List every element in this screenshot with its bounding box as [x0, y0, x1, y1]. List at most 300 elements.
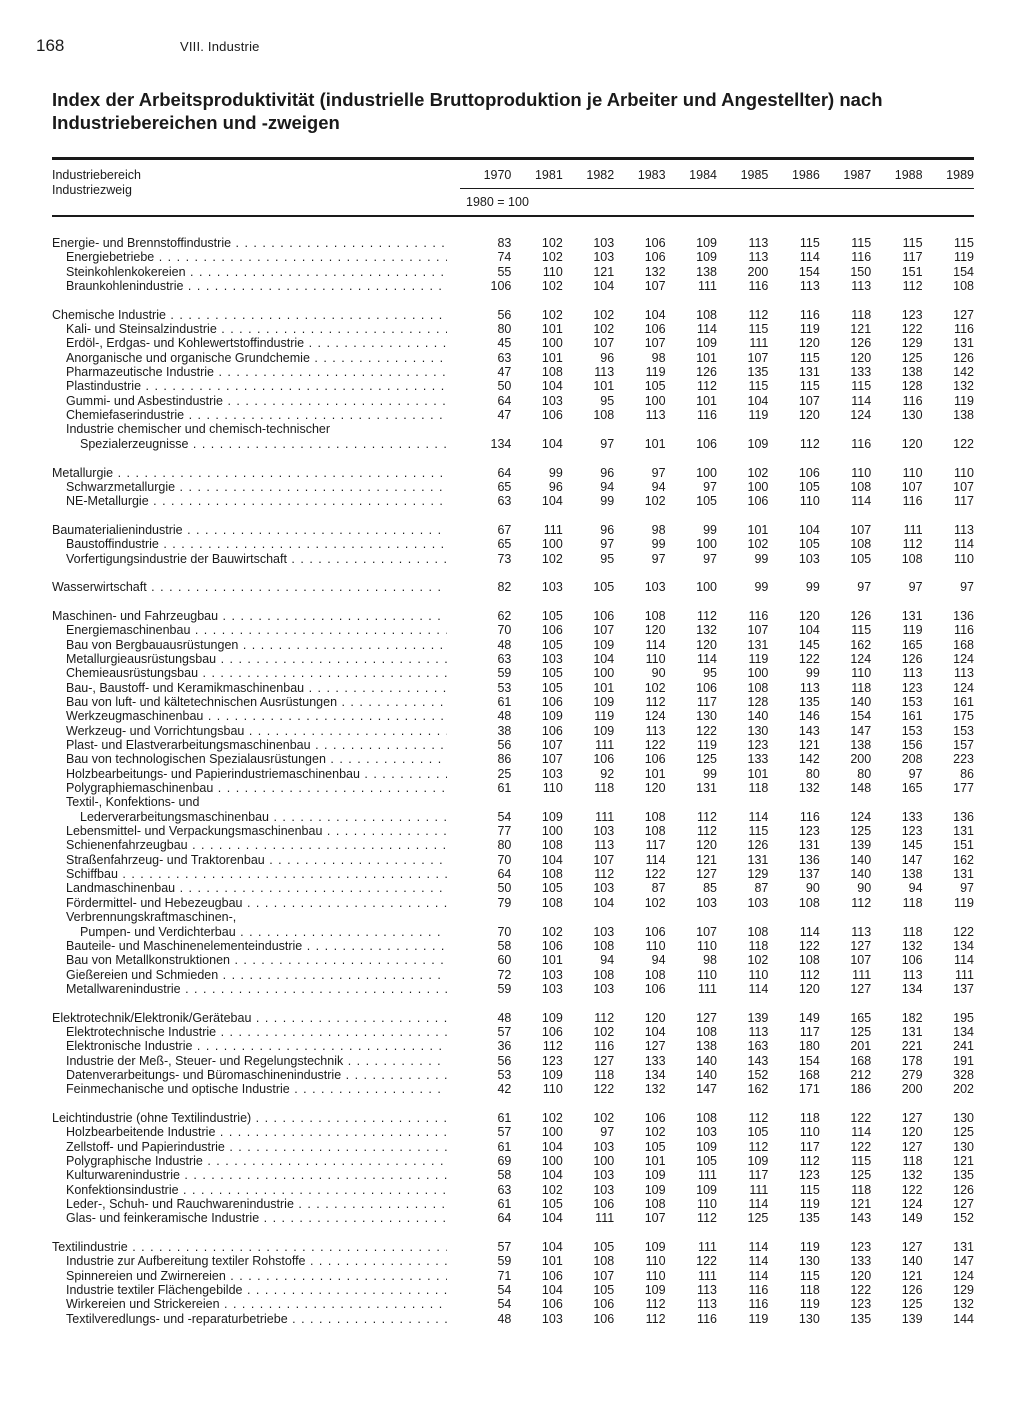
cell-1982: 111: [595, 1211, 615, 1226]
industry-branch-label: Datenverarbeitungs- und Büromaschinenindustrie . . .: [66, 1068, 447, 1082]
cell-1983: 101: [644, 1154, 666, 1168]
cell-1987: 105: [850, 551, 872, 566]
cell-1986: 119: [799, 322, 820, 337]
cell-1981: 100: [541, 824, 563, 839]
cell-1989: 121: [953, 1154, 974, 1168]
cell-1982: 101: [593, 680, 615, 695]
cell-1981: 110: [542, 781, 563, 796]
cell-1970: 71: [497, 1268, 512, 1283]
cell-1981: 103: [541, 393, 563, 408]
cell-1985: 131: [747, 637, 769, 652]
cell-1982: 105: [593, 1240, 615, 1255]
cell-1989: 124: [953, 651, 974, 666]
table-row: [52, 609, 974, 623]
cell-1987: 107: [850, 522, 872, 537]
cell-1987: 108: [850, 479, 872, 494]
cell-1985: 100: [747, 666, 769, 681]
industry-area-label: Textilindustrie . . .: [52, 1240, 447, 1254]
cell-1983: 122: [644, 738, 666, 753]
page-number: 168: [36, 36, 65, 55]
industry-branch-label: Plast- und Elastverarbeitungsmaschinenbau . . .: [66, 738, 447, 752]
cell-1981: 104: [541, 494, 563, 509]
row-spacer: [52, 509, 974, 523]
cell-1986: 130: [798, 1311, 820, 1326]
cell-1987: 150: [850, 264, 872, 279]
cell-1970: 70: [497, 924, 512, 939]
industry-branch-label: Polygraphiemaschinenbau . . .: [66, 781, 447, 795]
table-row: [52, 867, 974, 881]
cell-1987: 124: [850, 408, 872, 423]
cell-1983: 102: [644, 895, 666, 910]
cell-1984: 111: [697, 1168, 717, 1183]
cell-1984: 116: [697, 408, 717, 423]
row-spacer: [52, 566, 974, 580]
cell-1983: 107: [644, 336, 666, 351]
cell-1970: 42: [497, 1082, 512, 1097]
cell-1970: 72: [497, 967, 512, 982]
year-header-1982: 1982: [586, 168, 615, 182]
cell-1983: 101: [644, 766, 666, 781]
cell-1989: 168: [953, 637, 974, 652]
cell-1987: 90: [857, 881, 872, 896]
cell-1984: 121: [696, 852, 717, 867]
cell-1988: 279: [901, 1067, 923, 1082]
cell-1987: 107: [850, 953, 872, 968]
cell-1986: 110: [799, 494, 820, 509]
cell-1987: 110: [851, 465, 872, 480]
industry-branch-label: Holzbearbeitungs- und Papierindustriemaschinenbau . . .: [66, 767, 447, 781]
table-row: [52, 638, 974, 652]
cell-1986: 145: [798, 637, 820, 652]
cell-1986: 137: [798, 867, 820, 882]
cell-1982: 108: [593, 967, 615, 982]
cell-1982: 103: [593, 924, 615, 939]
table-row: [52, 666, 974, 680]
cell-1987: 80: [857, 766, 872, 781]
industry-branch-label: Industrie textiler Flächengebilde . . .: [66, 1283, 447, 1297]
cell-1988: 149: [901, 1211, 923, 1226]
cell-1986: 80: [805, 766, 820, 781]
cell-1986: 105: [798, 537, 820, 552]
cell-1983: 127: [644, 1039, 666, 1054]
cell-1982: 105: [593, 1283, 615, 1298]
cell-1988: 126: [901, 651, 923, 666]
cell-1970: 63: [497, 494, 512, 509]
table-row: [52, 910, 974, 924]
cell-1981: 105: [541, 608, 563, 623]
cell-1984: 138: [696, 1039, 717, 1054]
cell-1981: 110: [542, 264, 563, 279]
cell-1989: 97: [960, 881, 974, 896]
cell-1982: 102: [593, 322, 615, 337]
cell-1987: 127: [850, 981, 872, 996]
cell-1970: 48: [497, 709, 512, 724]
industry-branch-label: Elektrotechnische Industrie . . .: [66, 1025, 447, 1039]
cell-1986: 135: [798, 1211, 820, 1226]
cell-1984: 127: [696, 867, 717, 882]
cell-1981: 103: [541, 981, 563, 996]
cell-1989: 97: [960, 580, 974, 595]
industry-branch-label: Metallwarenindustrie . . .: [66, 982, 447, 996]
cell-1984: 117: [697, 695, 717, 709]
cell-1986: 115: [799, 1182, 820, 1197]
cell-1985: 101: [747, 522, 769, 537]
cell-1987: 123: [850, 1297, 872, 1312]
industry-branch-label: Verbrennungskraftmaschinen-,: [66, 910, 237, 925]
cell-1988: 125: [901, 1297, 923, 1312]
cell-1983: 112: [645, 1311, 666, 1326]
cell-1983: 109: [644, 1283, 666, 1298]
cell-1982: 105: [593, 580, 615, 595]
cell-1986: 154: [798, 1053, 820, 1068]
row-spacer: [52, 451, 974, 465]
cell-1986: 168: [798, 1067, 820, 1082]
cell-1981: 108: [541, 867, 563, 882]
cell-1984: 100: [696, 580, 717, 595]
cell-1983: 100: [644, 393, 666, 408]
cell-1987: 212: [850, 1067, 872, 1082]
cell-1987: 124: [850, 651, 872, 666]
cell-1988: 133: [901, 809, 923, 824]
cell-1989: 111: [954, 967, 974, 982]
cell-1987: 147: [850, 723, 872, 738]
cell-1983: 109: [644, 1168, 666, 1183]
cell-1981: 102: [541, 279, 563, 294]
cell-1989: 177: [953, 781, 974, 796]
cell-1989: 153: [953, 723, 974, 738]
cell-1987: 125: [850, 1024, 872, 1039]
cell-1970: 54: [497, 1297, 512, 1312]
industry-branch-label: Fördermittel- und Hebezeugbau . . .: [66, 896, 447, 910]
cell-1984: 120: [696, 637, 717, 652]
cell-1988: 120: [901, 436, 923, 451]
industry-branch-label: Schwarzmetallurgie . . .: [66, 480, 447, 494]
cell-1989: 108: [953, 279, 974, 294]
cell-1989: 151: [953, 838, 974, 853]
cell-1984: 108: [696, 1110, 717, 1125]
cell-1983: 119: [645, 365, 666, 380]
industry-branch-label: Baustoffindustrie . . .: [66, 537, 447, 551]
cell-1982: 96: [600, 350, 615, 365]
cell-1986: 90: [805, 881, 820, 896]
cell-1985: 102: [747, 953, 769, 968]
cell-1981: 105: [541, 637, 563, 652]
table-row: [52, 623, 974, 637]
table-row: [52, 1197, 974, 1211]
cell-1983: 108: [644, 967, 666, 982]
cell-1985: 162: [747, 1082, 769, 1097]
cell-1982: 97: [600, 1125, 615, 1140]
cell-1984: 110: [697, 938, 717, 953]
cell-1982: 109: [593, 637, 615, 652]
cell-1986: 105: [798, 479, 820, 494]
cell-1987: 165: [850, 1010, 872, 1025]
cell-1983: 106: [644, 752, 666, 767]
cell-1982: 96: [600, 465, 615, 480]
cell-1986: 103: [798, 551, 820, 566]
cell-1985: 87: [754, 881, 769, 896]
cell-1981: 106: [541, 1024, 563, 1039]
cell-1985: 99: [754, 580, 769, 595]
cell-1989: 122: [953, 436, 974, 451]
cell-1981: 102: [541, 924, 563, 939]
cell-1981: 100: [541, 1154, 563, 1168]
cell-1970: 47: [497, 408, 512, 423]
cell-1981: 105: [541, 1197, 563, 1212]
cell-1984: 101: [696, 393, 717, 408]
base-year-note: 1980 = 100: [466, 195, 529, 209]
cell-1987: 118: [851, 1182, 872, 1197]
industry-branch-label: Metallurgieausrüstungsbau . . .: [66, 652, 447, 666]
cell-1984: 112: [697, 824, 717, 839]
industry-branch-label: Glas- und feinkeramische Industrie . . .: [66, 1211, 447, 1225]
cell-1988: 127: [901, 1110, 923, 1125]
cell-1981: 104: [541, 379, 563, 394]
cell-1988: 124: [901, 1197, 923, 1212]
table-row: [52, 1269, 974, 1283]
industry-branch-label: Textilveredlungs- und -reparaturbetriebe . . .: [66, 1312, 447, 1326]
cell-1982: 113: [594, 365, 615, 380]
cell-1986: 135: [798, 695, 820, 709]
table-row: [52, 738, 974, 752]
table-row: [52, 394, 974, 408]
cell-1989: 119: [954, 250, 974, 265]
cell-1970: 106: [490, 279, 512, 294]
cell-1981: 106: [541, 695, 563, 709]
cell-1986: 131: [798, 838, 820, 853]
industry-area-label: Metallurgie . . .: [52, 466, 447, 480]
cell-1984: 113: [697, 1297, 717, 1312]
table-row: [52, 695, 974, 709]
table-row: [52, 1011, 974, 1025]
cell-1984: 114: [697, 322, 717, 337]
cell-1987: 115: [851, 379, 872, 394]
label-header-area: Industriebereich: [52, 168, 141, 182]
cell-1989: 114: [954, 953, 974, 968]
cell-1982: 97: [600, 537, 615, 552]
table-row: [52, 480, 974, 494]
cell-1989: 124: [953, 680, 974, 695]
cell-1970: 63: [497, 1182, 512, 1197]
cell-1988: 145: [901, 838, 923, 853]
industry-area-label: Leichtindustrie (ohne Textilindustrie) . . .: [52, 1111, 447, 1125]
cell-1984: 100: [696, 465, 717, 480]
cell-1987: 121: [850, 322, 872, 337]
cell-1989: 157: [953, 738, 974, 753]
cell-1985: 119: [748, 1311, 769, 1326]
cell-1988: 200: [901, 1082, 923, 1097]
cell-1987: 97: [857, 580, 872, 595]
industry-branch-label: Industrie zur Aufbereitung textiler Rohstoffe . . .: [66, 1254, 447, 1268]
industry-branch-label: Zellstoff- und Papierindustrie . . .: [66, 1140, 447, 1154]
cell-1988: 112: [902, 537, 923, 552]
cell-1988: 161: [901, 709, 923, 724]
cell-1970: 48: [497, 637, 512, 652]
cell-1982: 108: [593, 1254, 615, 1269]
cell-1985: 107: [747, 623, 769, 638]
cell-1983: 106: [644, 1110, 666, 1125]
industry-branch-label: Lederverarbeitungsmaschinenbau . . .: [80, 810, 447, 824]
cell-1981: 103: [541, 766, 563, 781]
cell-1989: 131: [953, 867, 974, 882]
cell-1987: 122: [850, 1110, 872, 1125]
cell-1985: 133: [747, 752, 769, 767]
cell-1985: 100: [747, 479, 769, 494]
cell-1986: 118: [799, 1283, 820, 1298]
cell-1982: 104: [593, 895, 615, 910]
industry-branch-label: Pumpen- und Verdichterbau . . .: [80, 925, 447, 939]
cell-1983: 120: [644, 781, 666, 796]
cell-1986: 132: [798, 781, 820, 796]
cell-1982: 109: [593, 723, 615, 738]
cell-1987: 140: [850, 867, 872, 882]
cell-1970: 79: [497, 895, 512, 910]
cell-1982: 102: [593, 307, 615, 322]
cell-1970: 61: [497, 1110, 512, 1125]
cell-1984: 99: [703, 522, 717, 537]
cell-1986: 171: [798, 1082, 820, 1097]
cell-1984: 106: [696, 436, 717, 451]
industry-branch-label: Pharmazeutische Industrie . . .: [66, 365, 447, 379]
cell-1985: 152: [747, 1067, 769, 1082]
cell-1987: 115: [851, 623, 872, 638]
cell-1984: 138: [696, 264, 717, 279]
cell-1986: 112: [799, 436, 820, 451]
table-row: [52, 968, 974, 982]
cell-1985: 116: [748, 279, 769, 294]
cell-1987: 120: [850, 350, 872, 365]
cell-1988: 208: [901, 752, 923, 767]
cell-1987: 140: [850, 695, 872, 709]
cell-1985: 130: [747, 723, 769, 738]
cell-1970: 57: [497, 1024, 512, 1039]
cell-1987: 124: [850, 809, 872, 824]
cell-1986: 113: [799, 680, 820, 695]
data-table-body: [52, 236, 974, 1326]
cell-1984: 114: [697, 651, 717, 666]
industry-area-label: Maschinen- und Fahrzeugbau . . .: [52, 609, 447, 623]
cell-1981: 111: [543, 522, 563, 537]
cell-1987: 139: [850, 838, 872, 853]
cell-1982: 101: [593, 379, 615, 394]
cell-1989: 113: [954, 666, 974, 681]
cell-1986: 104: [798, 522, 820, 537]
cell-1985: 115: [748, 824, 769, 839]
year-header-1970: 1970: [483, 168, 512, 182]
table-row: [52, 1140, 974, 1154]
cell-1984: 109: [696, 250, 717, 265]
cell-1970: 70: [497, 852, 512, 867]
cell-1982: 108: [593, 408, 615, 423]
cell-1984: 109: [696, 1139, 717, 1154]
cell-1988: 132: [901, 938, 923, 953]
cell-1989: 116: [954, 623, 974, 638]
cell-1984: 112: [697, 379, 717, 394]
cell-1982: 103: [593, 1182, 615, 1197]
cell-1987: 133: [850, 365, 872, 380]
cell-1987: 168: [850, 1053, 872, 1068]
cell-1985: 106: [747, 494, 769, 509]
cell-1986: 99: [805, 666, 820, 681]
table-row: [52, 1125, 974, 1139]
cell-1989: 126: [953, 350, 974, 365]
cell-1987: 126: [850, 336, 872, 351]
table-header-rule: [52, 215, 974, 217]
cell-1987: 154: [850, 709, 872, 724]
cell-1982: 127: [593, 1053, 615, 1068]
cell-1985: 108: [747, 924, 769, 939]
cell-1988: 115: [902, 236, 923, 250]
cell-1989: 202: [953, 1082, 974, 1097]
industry-branch-label: Steinkohlenkokereien . . .: [66, 265, 447, 279]
cell-1986: 99: [805, 580, 820, 595]
cell-1984: 110: [697, 967, 717, 982]
cell-1987: 114: [851, 1125, 872, 1140]
cell-1988: 127: [901, 1240, 923, 1255]
year-header-1988: 1988: [894, 168, 923, 182]
cell-1986: 119: [799, 1240, 820, 1255]
cell-1983: 114: [645, 852, 666, 867]
cell-1985: 114: [748, 809, 769, 824]
cell-1986: 115: [799, 379, 820, 394]
cell-1985: 109: [747, 436, 769, 451]
cell-1989: 126: [953, 1182, 974, 1197]
cell-1970: 73: [497, 551, 512, 566]
cell-1988: 108: [901, 551, 923, 566]
table-row: [52, 953, 974, 967]
cell-1983: 120: [644, 1010, 666, 1025]
cell-1988: 165: [901, 781, 923, 796]
cell-1985: 111: [749, 336, 769, 351]
cell-1989: 142: [953, 365, 974, 380]
cell-1989: 107: [953, 479, 974, 494]
cell-1987: 123: [850, 1240, 872, 1255]
cell-1984: 130: [696, 709, 717, 724]
cell-1988: 147: [901, 852, 923, 867]
cell-1986: 154: [798, 264, 820, 279]
table-row: [52, 422, 974, 436]
cell-1981: 100: [541, 537, 563, 552]
cell-1988: 221: [901, 1039, 923, 1054]
cell-1970: 48: [497, 1311, 512, 1326]
cell-1985: 119: [748, 651, 769, 666]
cell-1981: 108: [541, 895, 563, 910]
cell-1985: 200: [747, 264, 769, 279]
cell-1986: 116: [799, 809, 820, 824]
cell-1985: 114: [748, 1254, 769, 1269]
table-row: [52, 336, 974, 350]
cell-1985: 107: [747, 350, 769, 365]
industry-branch-label: Leder-, Schuh- und Rauchwarenindustrie . . .: [66, 1197, 447, 1211]
table-row: [52, 1154, 974, 1168]
cell-1984: 109: [696, 236, 717, 250]
cell-1983: 114: [645, 637, 666, 652]
cell-1986: 115: [799, 350, 820, 365]
industry-branch-label: Lebensmittel- und Verpackungsmaschinenbau . . .: [66, 824, 447, 838]
table-row: [52, 838, 974, 852]
cell-1989: 195: [953, 1010, 974, 1025]
cell-1988: 130: [901, 408, 923, 423]
cell-1984: 85: [703, 881, 717, 896]
cell-1982: 103: [593, 1168, 615, 1183]
table-row: [52, 781, 974, 795]
cell-1981: 104: [541, 436, 563, 451]
cell-1983: 102: [644, 1125, 666, 1140]
cell-1986: 116: [799, 307, 820, 322]
cell-1985: 103: [747, 895, 769, 910]
cell-1987: 116: [851, 436, 872, 451]
cell-1981: 105: [541, 680, 563, 695]
